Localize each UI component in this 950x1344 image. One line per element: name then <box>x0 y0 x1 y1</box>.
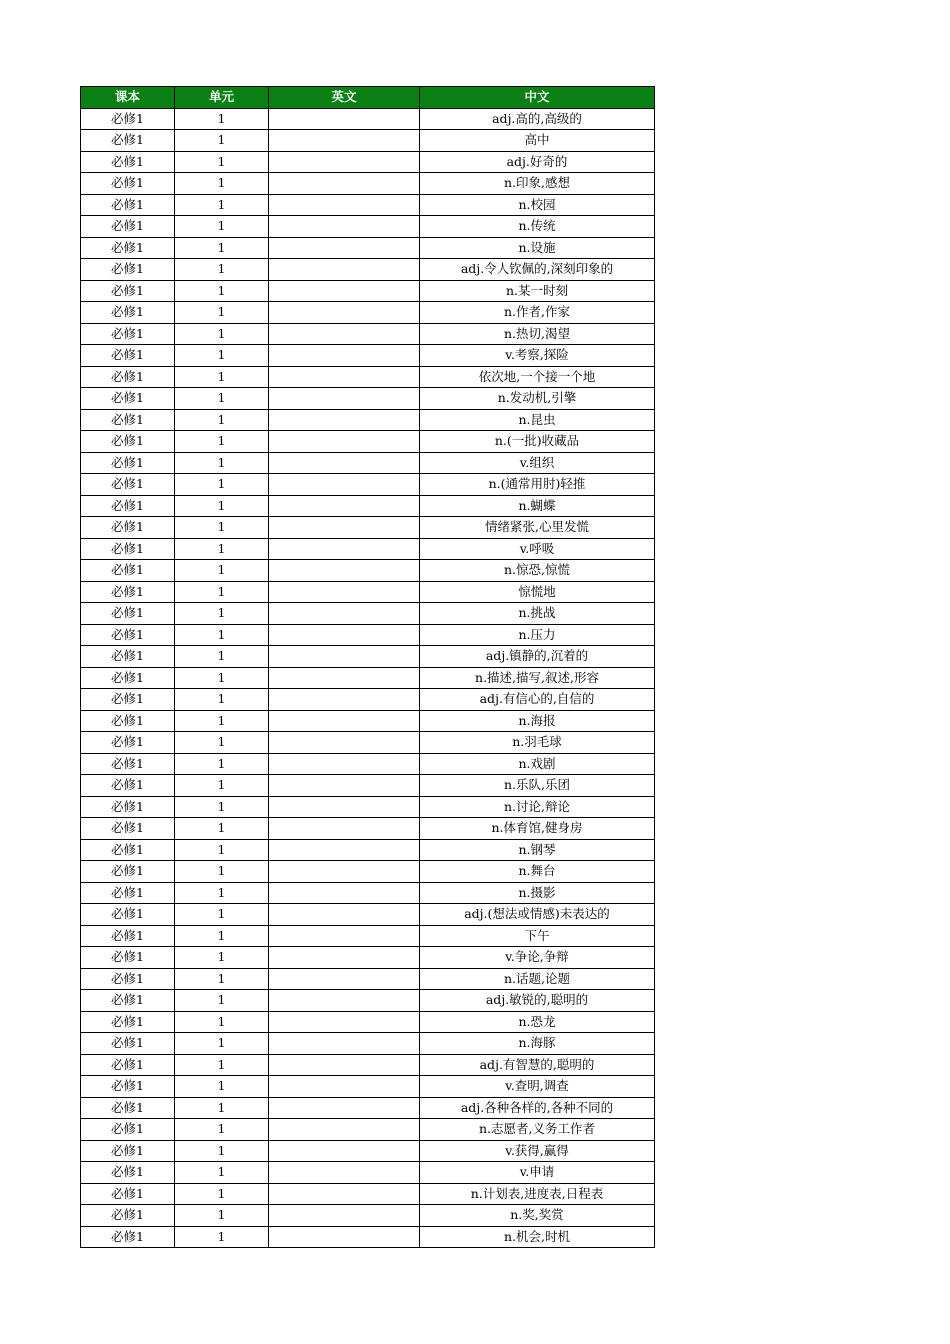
cell-chinese[interactable]: n.蝴蝶 <box>420 495 655 517</box>
cell-book[interactable]: 必修1 <box>81 474 175 496</box>
table-row <box>81 1011 655 1033</box>
cell-unit[interactable]: 1 <box>175 409 269 431</box>
cell-chinese[interactable]: v.查明,调查 <box>420 1076 655 1098</box>
cell-english[interactable] <box>269 194 420 216</box>
table-row <box>81 151 655 173</box>
cell-chinese[interactable]: n.奖,奖赏 <box>420 1205 655 1227</box>
header-row <box>81 87 655 109</box>
cell-book[interactable]: 必修1 <box>81 1183 175 1205</box>
table-row <box>81 581 655 603</box>
cell-book[interactable]: 必修1 <box>81 947 175 969</box>
cell-book[interactable]: 必修1 <box>81 1054 175 1076</box>
cell-unit[interactable]: 1 <box>175 302 269 324</box>
cell-chinese[interactable]: v.获得,赢得 <box>420 1140 655 1162</box>
cell-english[interactable] <box>269 302 420 324</box>
cell-unit[interactable]: 1 <box>175 646 269 668</box>
cell-book[interactable]: 必修1 <box>81 1033 175 1055</box>
table-row <box>81 216 655 238</box>
cell-english[interactable] <box>269 452 420 474</box>
header-book[interactable]: 课本 <box>81 87 175 109</box>
table-row <box>81 947 655 969</box>
cell-book[interactable]: 必修1 <box>81 1011 175 1033</box>
cell-unit[interactable]: 1 <box>175 237 269 259</box>
cell-chinese[interactable]: n.发动机,引擎 <box>420 388 655 410</box>
cell-chinese[interactable]: n.惊恐,惊慌 <box>420 560 655 582</box>
cell-chinese[interactable]: adj.有信心的,自信的 <box>420 689 655 711</box>
table-row <box>81 624 655 646</box>
cell-chinese[interactable]: adj.有智慧的,聪明的 <box>420 1054 655 1076</box>
cell-book[interactable]: 必修1 <box>81 1076 175 1098</box>
cell-book[interactable]: 必修1 <box>81 603 175 625</box>
cell-unit[interactable]: 1 <box>175 1162 269 1184</box>
table-row <box>81 667 655 689</box>
cell-english[interactable] <box>269 409 420 431</box>
header-chinese[interactable]: 中文 <box>420 87 655 109</box>
cell-book[interactable]: 必修1 <box>81 323 175 345</box>
cell-book[interactable]: 必修1 <box>81 108 175 130</box>
cell-unit[interactable]: 1 <box>175 1226 269 1248</box>
cell-chinese[interactable]: 惊慌地 <box>420 581 655 603</box>
cell-english[interactable] <box>269 259 420 281</box>
cell-book[interactable]: 必修1 <box>81 259 175 281</box>
table-row <box>81 904 655 926</box>
cell-unit[interactable]: 1 <box>175 345 269 367</box>
cell-chinese[interactable]: n.(一批)收藏品 <box>420 431 655 453</box>
cell-unit[interactable]: 1 <box>175 1183 269 1205</box>
cell-book[interactable]: 必修1 <box>81 710 175 732</box>
cell-unit[interactable]: 1 <box>175 796 269 818</box>
cell-book[interactable]: 必修1 <box>81 667 175 689</box>
cell-unit[interactable]: 1 <box>175 1076 269 1098</box>
table-row <box>81 409 655 431</box>
cell-unit[interactable]: 1 <box>175 1205 269 1227</box>
cell-english[interactable] <box>269 947 420 969</box>
table-row <box>81 323 655 345</box>
cell-book[interactable]: 必修1 <box>81 732 175 754</box>
table-row <box>81 108 655 130</box>
cell-english[interactable] <box>269 925 420 947</box>
cell-english[interactable] <box>269 1097 420 1119</box>
cell-book[interactable]: 必修1 <box>81 753 175 775</box>
cell-english[interactable] <box>269 581 420 603</box>
cell-unit[interactable]: 1 <box>175 280 269 302</box>
cell-english[interactable] <box>269 1033 420 1055</box>
cell-unit[interactable]: 1 <box>175 968 269 990</box>
table-row <box>81 1033 655 1055</box>
cell-chinese[interactable]: n.(通常用肘)轻推 <box>420 474 655 496</box>
cell-english[interactable] <box>269 431 420 453</box>
cell-book[interactable]: 必修1 <box>81 151 175 173</box>
table-row <box>81 517 655 539</box>
cell-english[interactable] <box>269 603 420 625</box>
cell-book[interactable]: 必修1 <box>81 1162 175 1184</box>
cell-chinese[interactable]: n.海豚 <box>420 1033 655 1055</box>
cell-book[interactable]: 必修1 <box>81 1226 175 1248</box>
cell-chinese[interactable]: v.呼吸 <box>420 538 655 560</box>
cell-unit[interactable]: 1 <box>175 1119 269 1141</box>
table-row <box>81 302 655 324</box>
cell-unit[interactable]: 1 <box>175 753 269 775</box>
cell-english[interactable] <box>269 732 420 754</box>
cell-unit[interactable]: 1 <box>175 581 269 603</box>
cell-book[interactable]: 必修1 <box>81 366 175 388</box>
cell-english[interactable] <box>269 1076 420 1098</box>
cell-book[interactable]: 必修1 <box>81 689 175 711</box>
cell-book[interactable]: 必修1 <box>81 818 175 840</box>
cell-unit[interactable]: 1 <box>175 732 269 754</box>
table-row <box>81 1183 655 1205</box>
cell-unit[interactable]: 1 <box>175 517 269 539</box>
table-row <box>81 796 655 818</box>
cell-chinese[interactable]: adj.各种各样的,各种不同的 <box>420 1097 655 1119</box>
cell-unit[interactable]: 1 <box>175 775 269 797</box>
cell-chinese[interactable]: n.戏剧 <box>420 753 655 775</box>
cell-english[interactable] <box>269 839 420 861</box>
cell-english[interactable] <box>269 517 420 539</box>
cell-book[interactable]: 必修1 <box>81 409 175 431</box>
cell-chinese[interactable]: n.昆虫 <box>420 409 655 431</box>
cell-book[interactable]: 必修1 <box>81 431 175 453</box>
cell-english[interactable] <box>269 173 420 195</box>
cell-unit[interactable]: 1 <box>175 474 269 496</box>
cell-unit[interactable]: 1 <box>175 216 269 238</box>
table-row <box>81 689 655 711</box>
table-header <box>81 87 655 109</box>
table-row <box>81 130 655 152</box>
cell-english[interactable] <box>269 1054 420 1076</box>
cell-chinese[interactable]: 高中 <box>420 130 655 152</box>
cell-chinese[interactable]: n.钢琴 <box>420 839 655 861</box>
cell-chinese[interactable]: adj.镇静的,沉着的 <box>420 646 655 668</box>
table-row <box>81 538 655 560</box>
table-row <box>81 280 655 302</box>
cell-unit[interactable]: 1 <box>175 1097 269 1119</box>
table-row <box>81 560 655 582</box>
cell-book[interactable]: 必修1 <box>81 495 175 517</box>
table-row <box>81 173 655 195</box>
cell-chinese[interactable]: adj.高的,高级的 <box>420 108 655 130</box>
cell-chinese[interactable]: n.讨论,辩论 <box>420 796 655 818</box>
cell-book[interactable]: 必修1 <box>81 646 175 668</box>
table-row <box>81 431 655 453</box>
cell-book[interactable]: 必修1 <box>81 194 175 216</box>
table-row <box>81 1162 655 1184</box>
cell-unit[interactable]: 1 <box>175 1033 269 1055</box>
cell-unit[interactable]: 1 <box>175 603 269 625</box>
cell-chinese[interactable]: n.羽毛球 <box>420 732 655 754</box>
table-row <box>81 710 655 732</box>
table-row <box>81 259 655 281</box>
cell-book[interactable]: 必修1 <box>81 345 175 367</box>
cell-unit[interactable]: 1 <box>175 925 269 947</box>
cell-unit[interactable]: 1 <box>175 882 269 904</box>
header-unit[interactable]: 单元 <box>175 87 269 109</box>
cell-english[interactable] <box>269 1011 420 1033</box>
table-row <box>81 603 655 625</box>
cell-book[interactable]: 必修1 <box>81 280 175 302</box>
table-row <box>81 1054 655 1076</box>
cell-chinese[interactable]: v.组织 <box>420 452 655 474</box>
cell-english[interactable] <box>269 388 420 410</box>
cell-unit[interactable]: 1 <box>175 173 269 195</box>
table-row <box>81 1076 655 1098</box>
table-row <box>81 474 655 496</box>
cell-english[interactable] <box>269 474 420 496</box>
header-english[interactable]: 英文 <box>269 87 420 109</box>
cell-book[interactable]: 必修1 <box>81 452 175 474</box>
cell-english[interactable] <box>269 1205 420 1227</box>
cell-english[interactable] <box>269 775 420 797</box>
cell-english[interactable] <box>269 861 420 883</box>
cell-book[interactable]: 必修1 <box>81 581 175 603</box>
cell-chinese[interactable]: n.志愿者,义务工作者 <box>420 1119 655 1141</box>
cell-chinese[interactable]: v.考察,探险 <box>420 345 655 367</box>
table-row <box>81 646 655 668</box>
table-row <box>81 388 655 410</box>
cell-chinese[interactable]: n.某一时刻 <box>420 280 655 302</box>
cell-unit[interactable]: 1 <box>175 839 269 861</box>
cell-book[interactable]: 必修1 <box>81 624 175 646</box>
cell-unit[interactable]: 1 <box>175 624 269 646</box>
cell-book[interactable]: 必修1 <box>81 968 175 990</box>
cell-unit[interactable]: 1 <box>175 990 269 1012</box>
cell-chinese[interactable]: n.热切,渴望 <box>420 323 655 345</box>
table-row <box>81 366 655 388</box>
vocabulary-table <box>80 86 655 1248</box>
cell-book[interactable]: 必修1 <box>81 173 175 195</box>
cell-english[interactable] <box>269 560 420 582</box>
table-row <box>81 818 655 840</box>
cell-book[interactable]: 必修1 <box>81 904 175 926</box>
cell-chinese[interactable]: n.海报 <box>420 710 655 732</box>
cell-unit[interactable]: 1 <box>175 495 269 517</box>
cell-unit[interactable]: 1 <box>175 947 269 969</box>
table-row <box>81 1226 655 1248</box>
cell-english[interactable] <box>269 818 420 840</box>
cell-unit[interactable]: 1 <box>175 388 269 410</box>
cell-unit[interactable]: 1 <box>175 323 269 345</box>
cell-english[interactable] <box>269 1183 420 1205</box>
cell-english[interactable] <box>269 753 420 775</box>
cell-english[interactable] <box>269 538 420 560</box>
cell-unit[interactable]: 1 <box>175 1054 269 1076</box>
cell-unit[interactable]: 1 <box>175 130 269 152</box>
cell-english[interactable] <box>269 237 420 259</box>
cell-english[interactable] <box>269 1119 420 1141</box>
table-row <box>81 968 655 990</box>
cell-english[interactable] <box>269 990 420 1012</box>
cell-chinese[interactable]: adj.令人钦佩的,深刻印象的 <box>420 259 655 281</box>
cell-english[interactable] <box>269 345 420 367</box>
cell-unit[interactable]: 1 <box>175 818 269 840</box>
cell-chinese[interactable]: n.体育馆,健身房 <box>420 818 655 840</box>
cell-unit[interactable]: 1 <box>175 667 269 689</box>
table-row <box>81 1119 655 1141</box>
cell-book[interactable]: 必修1 <box>81 882 175 904</box>
cell-chinese[interactable]: n.校园 <box>420 194 655 216</box>
cell-book[interactable]: 必修1 <box>81 925 175 947</box>
cell-book[interactable]: 必修1 <box>81 1205 175 1227</box>
cell-english[interactable] <box>269 882 420 904</box>
cell-english[interactable] <box>269 624 420 646</box>
cell-english[interactable] <box>269 968 420 990</box>
cell-english[interactable] <box>269 1140 420 1162</box>
cell-unit[interactable]: 1 <box>175 151 269 173</box>
cell-chinese[interactable]: n.机会,时机 <box>420 1226 655 1248</box>
cell-unit[interactable]: 1 <box>175 689 269 711</box>
cell-unit[interactable]: 1 <box>175 194 269 216</box>
cell-english[interactable] <box>269 366 420 388</box>
cell-english[interactable] <box>269 646 420 668</box>
cell-unit[interactable]: 1 <box>175 560 269 582</box>
cell-chinese[interactable]: adj.(想法或情感)未表达的 <box>420 904 655 926</box>
cell-english[interactable] <box>269 1162 420 1184</box>
cell-chinese[interactable]: adj.好奇的 <box>420 151 655 173</box>
cell-chinese[interactable]: n.挑战 <box>420 603 655 625</box>
cell-chinese[interactable]: n.摄影 <box>420 882 655 904</box>
cell-chinese[interactable]: n.计划表,进度表,日程表 <box>420 1183 655 1205</box>
cell-chinese[interactable]: n.压力 <box>420 624 655 646</box>
table-row <box>81 237 655 259</box>
cell-english[interactable] <box>269 689 420 711</box>
cell-english[interactable] <box>269 495 420 517</box>
cell-book[interactable]: 必修1 <box>81 388 175 410</box>
cell-english[interactable] <box>269 1226 420 1248</box>
table-row <box>81 1140 655 1162</box>
cell-chinese[interactable]: 情绪紧张,心里发慌 <box>420 517 655 539</box>
cell-english[interactable] <box>269 710 420 732</box>
table-row <box>81 839 655 861</box>
table-row <box>81 732 655 754</box>
cell-english[interactable] <box>269 108 420 130</box>
cell-book[interactable]: 必修1 <box>81 1140 175 1162</box>
cell-chinese[interactable]: n.描述,描写,叙述,形容 <box>420 667 655 689</box>
cell-english[interactable] <box>269 130 420 152</box>
cell-english[interactable] <box>269 796 420 818</box>
cell-english[interactable] <box>269 216 420 238</box>
table-row <box>81 775 655 797</box>
cell-unit[interactable]: 1 <box>175 1140 269 1162</box>
cell-chinese[interactable]: n.作者,作家 <box>420 302 655 324</box>
cell-chinese[interactable]: v.争论,争辩 <box>420 947 655 969</box>
cell-english[interactable] <box>269 323 420 345</box>
cell-book[interactable]: 必修1 <box>81 560 175 582</box>
table-row <box>81 1097 655 1119</box>
table-row <box>81 452 655 474</box>
cell-unit[interactable]: 1 <box>175 1011 269 1033</box>
cell-book[interactable]: 必修1 <box>81 237 175 259</box>
cell-chinese[interactable]: 依次地,一个接一个地 <box>420 366 655 388</box>
cell-book[interactable]: 必修1 <box>81 130 175 152</box>
cell-book[interactable]: 必修1 <box>81 861 175 883</box>
cell-unit[interactable]: 1 <box>175 259 269 281</box>
cell-chinese[interactable]: n.乐队,乐团 <box>420 775 655 797</box>
cell-chinese[interactable]: n.印象,感想 <box>420 173 655 195</box>
table-row <box>81 925 655 947</box>
cell-unit[interactable]: 1 <box>175 366 269 388</box>
cell-english[interactable] <box>269 151 420 173</box>
table-row <box>81 882 655 904</box>
table-row <box>81 345 655 367</box>
cell-unit[interactable]: 1 <box>175 710 269 732</box>
table-row <box>81 495 655 517</box>
table-row <box>81 194 655 216</box>
cell-chinese[interactable]: n.舞台 <box>420 861 655 883</box>
cell-book[interactable]: 必修1 <box>81 775 175 797</box>
cell-chinese[interactable]: n.设施 <box>420 237 655 259</box>
cell-chinese[interactable]: v.申请 <box>420 1162 655 1184</box>
cell-chinese[interactable]: n.话题,论题 <box>420 968 655 990</box>
cell-book[interactable]: 必修1 <box>81 839 175 861</box>
cell-chinese[interactable]: adj.敏锐的,聪明的 <box>420 990 655 1012</box>
cell-english[interactable] <box>269 667 420 689</box>
cell-english[interactable] <box>269 280 420 302</box>
cell-book[interactable]: 必修1 <box>81 302 175 324</box>
table-body <box>81 108 655 1248</box>
cell-unit[interactable]: 1 <box>175 431 269 453</box>
cell-book[interactable]: 必修1 <box>81 990 175 1012</box>
cell-book[interactable]: 必修1 <box>81 216 175 238</box>
table-row <box>81 753 655 775</box>
cell-unit[interactable]: 1 <box>175 538 269 560</box>
table-row <box>81 1205 655 1227</box>
cell-english[interactable] <box>269 904 420 926</box>
cell-unit[interactable]: 1 <box>175 452 269 474</box>
cell-unit[interactable]: 1 <box>175 904 269 926</box>
table-row <box>81 990 655 1012</box>
cell-unit[interactable]: 1 <box>175 108 269 130</box>
cell-chinese[interactable]: n.传统 <box>420 216 655 238</box>
cell-unit[interactable]: 1 <box>175 861 269 883</box>
cell-book[interactable]: 必修1 <box>81 1119 175 1141</box>
table-row <box>81 861 655 883</box>
cell-book[interactable]: 必修1 <box>81 517 175 539</box>
cell-book[interactable]: 必修1 <box>81 1097 175 1119</box>
cell-book[interactable]: 必修1 <box>81 796 175 818</box>
cell-chinese[interactable]: n.恐龙 <box>420 1011 655 1033</box>
cell-chinese[interactable]: 下午 <box>420 925 655 947</box>
cell-book[interactable]: 必修1 <box>81 538 175 560</box>
